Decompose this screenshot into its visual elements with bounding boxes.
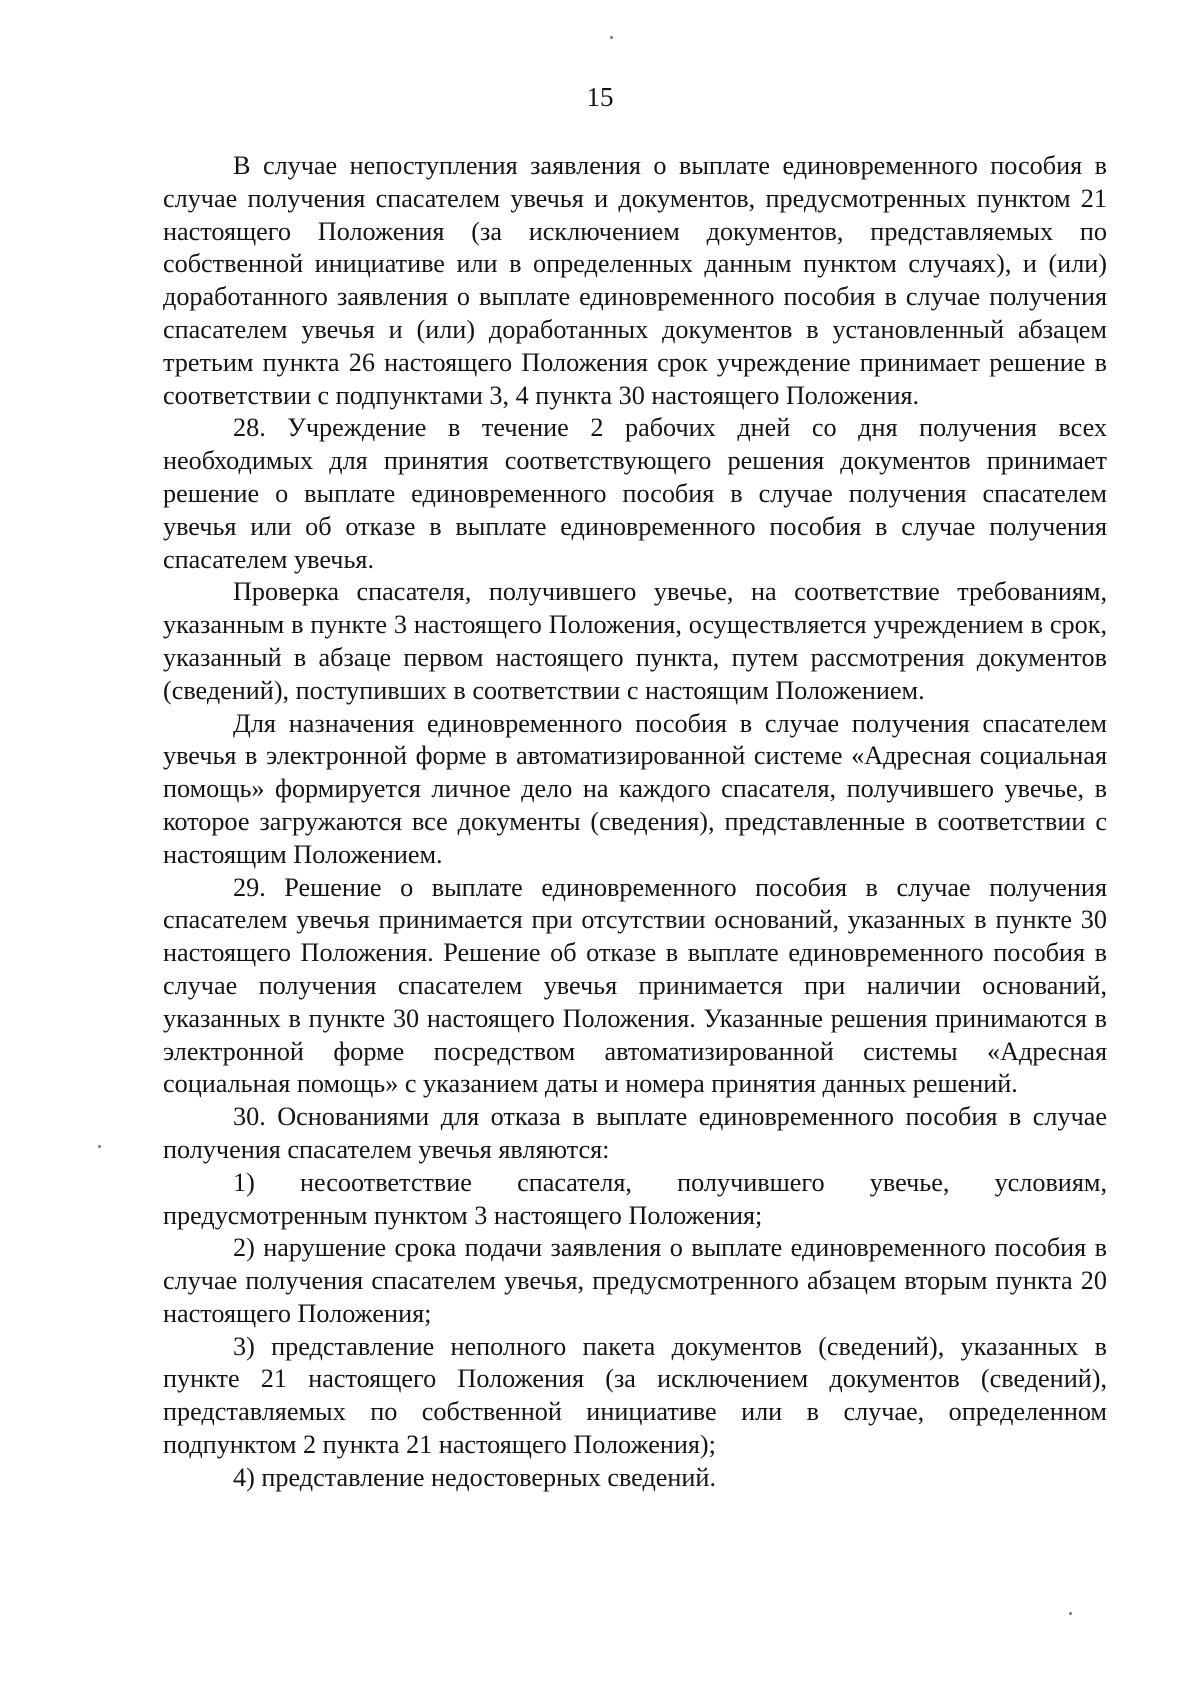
scan-speck (1069, 1612, 1072, 1615)
paragraph: 30. Основаниями для отказа в выплате единовременного пособия в случае получения спасателем увечья являются: (163, 1102, 1107, 1164)
paragraph: Проверка спасателя, получившего увечье, на соответствие требованиям, указанным в пункте 3 настоящего Положения, осуществляется учреждением в срок, указанный в абзаце первом настоящего пункта, путем рассмотрения документов (сведений), поступивших в соответствии с настоящим Положением. (163, 577, 1107, 705)
paragraph: В случае непоступления заявления о выплате единовременного пособия в случае получения спасателем увечья и документов, предусмотренных пунктом 21 настоящего Положения (за исключением документов, представляемых по собственной инициативе или в определенных данным пунктом случаях), и (или) доработанного заявления о выплате единовременного пособия в случае получения спасателем увечья и (или) доработанных документов в установленный абзацем третьим пункта 26 настоящего Положения срок учреждение принимает решение в соответствии с подпунктами 3, 4 пункта 30 настоящего Положения. (163, 151, 1107, 410)
scan-speck (610, 36, 613, 39)
page-number: 15 (586, 82, 614, 112)
scan-speck (98, 1145, 101, 1148)
paragraph: 29. Решение о выплате единовременного пособия в случае получения спасателем увечья принимается при отсутствии оснований, указанных в пункте 30 настоящего Положения. Решение об отказе в выплате единовременного пособия в случае получения спасателем увечья принимается при наличии оснований, указанных в пункте 30 настоящего Положения. Указанные решения принимаются в электронной форме посредством автоматизированной системы «Адресная социальная помощь» с указанием даты и номера принятия данных решений. (163, 872, 1107, 1099)
list-item: 3) представление неполного пакета документов (сведений), указанных в пункте 21 настоящего Положения (за исключением документов (сведений), представляемых по собственной инициативе или в случае, определенном подпунктом 2 пункта 21 настоящего Положения); (163, 1331, 1107, 1460)
document-body (163, 150, 1107, 1495)
list-item: 1) несоответствие спасателя, получившего увечье, условиям, предусмотренным пунктом 3 настоящего Положения; (163, 1167, 1107, 1230)
paragraph: Для назначения единовременного пособия в случае получения спасателем увечья в электронной форме в автоматизированной системе «Адресная социальная помощь» формируется личное дело на каждого спасателя, получившего увечье, в которое загружаются все документы (сведения), представленные в соответствии с настоящим Положением. (163, 708, 1107, 869)
paragraph: 28. Учреждение в течение 2 рабочих дней со дня получения всех необходимых для принятия соответствующего решения документов принимает решение о выплате единовременного пособия в случае получения спасателем увечья или об отказе в выплате единовременного пособия в случае получения спасателем увечья. (163, 413, 1107, 574)
list-item: 4) представление недостоверных сведений. (233, 1462, 716, 1492)
list-item: 2) нарушение срока подачи заявления о выплате единовременного пособия в случае получения спасателем увечья, предусмотренного абзацем вторым пункта 20 настоящего Положения; (163, 1233, 1107, 1328)
